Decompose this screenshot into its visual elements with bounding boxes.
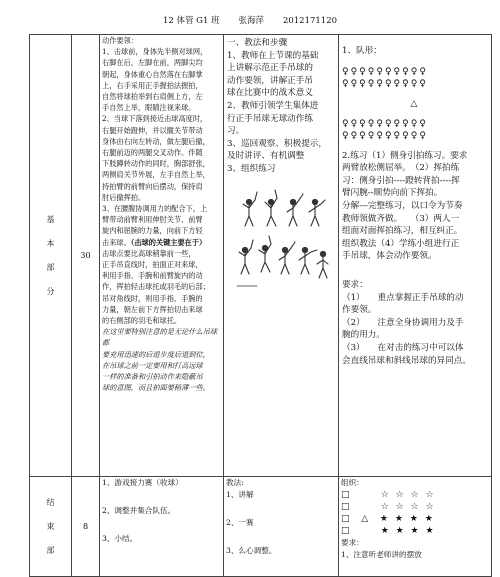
methods-line: 3、组织练习 (227, 163, 276, 174)
org-title: 1、队形： (342, 46, 382, 56)
content-line: 吊对角线时，则用手指、手腕的 (102, 293, 203, 303)
teacher-name: 张海萍 (238, 16, 265, 26)
note-line: 在吊球之前一定要用和打高远球 (102, 360, 203, 370)
ending-req-title: 要求： (341, 538, 364, 547)
methods-line: 球在比赛中的战术意义 (227, 88, 313, 99)
practice-line: 分解---完整练习，以口令为节奏 (342, 200, 463, 211)
note-line: 要充用迅速的后退步度后退到位， (102, 349, 210, 359)
content-line: 身体由右向左转动，做左腿后撤， (102, 136, 210, 146)
content-line: 右脚在后，左脚在前，两脚尖均 (102, 58, 203, 68)
content-line: 3、在腰腹协调用力的配合下，上 (102, 204, 208, 214)
practice-line: 教师领做齐做。 （3）两人一 (342, 213, 460, 224)
content-line: 的右侧部的羽毛和球托。 (102, 316, 182, 326)
basic-section-label: 基 本 部 分 (30, 35, 72, 477)
lesson-plan-table (29, 34, 492, 577)
methods-line: 2、教师引领学生集体进 (227, 100, 319, 111)
ending-section-row (30, 477, 492, 577)
content-line: 自然将球拍举到右肩侧上方，左 (102, 92, 203, 102)
requirement-line: 腕的用力。 (342, 330, 385, 341)
methods-line: 及时讲评、有机调整 (227, 151, 305, 162)
ending-formation-row: □ ☆ ☆ ☆ ☆ (341, 490, 436, 500)
requirements-title: 要求： (342, 279, 368, 290)
content-line: 2、当球下落到接近击球高度时， (102, 114, 208, 124)
content-line: 击球点要比高球稍靠前一些， (102, 248, 196, 258)
practice-line: 习：侧身引拍----蹬转背拍----挥 (342, 175, 460, 186)
basic-section-row (30, 35, 492, 477)
formation-row: ♀♀♀♀♀♀♀♀♀♀ (342, 66, 428, 77)
note-line: 在这里要特别注意的是无论什么吊球都 (102, 327, 218, 348)
content-line: 击来球。（击球的关键主要在于） (102, 237, 207, 247)
content-line: 持拍臂的前臂向后摆动，保持肩 (102, 181, 203, 191)
ending-req-line: 1、注意听老师讲的摆放 (341, 550, 422, 559)
requirement-line: （3） 在对击的练习中可以体 (342, 342, 464, 353)
ending-method-line: 2、一赛 (226, 518, 254, 527)
content-line: 上，右手采用正手握拍法握拍， (102, 80, 203, 90)
ending-methods-cell (224, 477, 339, 577)
content-line: 两侧肩关节外展，左手自然上举， (102, 170, 210, 180)
methods-line: 1、教师在上节课的基础 (227, 50, 319, 61)
methods-title: 一、教法和步骤 (227, 38, 288, 48)
key-point: （击球的关键主要在于） (130, 237, 207, 247)
content-line: 朝起，身体重心自然落在右脚掌 (102, 69, 203, 79)
ending-formation-row: □ ★ ★ ★ ★ (341, 526, 436, 536)
note-line: 球的意图，而且拍面要稍薄一些。 (102, 383, 210, 393)
methods-line: 动作要领，讲解正手吊 (227, 75, 313, 86)
note-line: 一样的准备和引拍动作来隐蔽吊 (102, 372, 203, 382)
ending-teacher-marker: △ (361, 514, 371, 524)
content-line: 右腿前迈的两腿交叉动作。伴随 (102, 148, 203, 158)
page-header (0, 14, 500, 26)
content-line: 肘后撤挥拍。 (102, 192, 146, 202)
practice-line: 臂闪腕--顺势向前下挥拍。 (342, 188, 443, 199)
formation-row: ♀♀♀♀♀♀♀♀♀♀ (342, 118, 428, 129)
course-code: 2012171120 (282, 16, 338, 26)
requirement-line: （2） 注意全身协调用力及手 (342, 317, 464, 328)
requirement-line: （1） 重点掌握正手吊球的动 (342, 292, 464, 303)
ending-method-line: 3、么心调整。 (226, 546, 277, 555)
practice-line: 组织教法（4）学练小组进行正 (342, 238, 460, 249)
content-line: 动作要领： (102, 36, 138, 45)
ending-section-label: 结 束 部 (30, 477, 72, 577)
ending-minutes: 8 (72, 477, 100, 577)
ending-line: 1、游戏接力赛（收球） (102, 478, 183, 487)
practice-line: 两臂放松侧屈举。 （2）挥拍练 (342, 163, 460, 174)
class-name: 12 体管 G1 班 (162, 16, 220, 26)
methods-line: 行正手吊球无球动作练 (227, 113, 313, 124)
practice-line: 手吊球，体会动作要领。 (342, 251, 437, 262)
content-line: 正手吊直线时，拍面正对来球， (102, 260, 203, 270)
formation-row: ♀♀♀♀♀♀♀♀♀♀ (342, 130, 428, 141)
content-line: 利用手指、手腕和前臂旋内的动 (102, 271, 203, 281)
ending-content-cell (100, 477, 224, 577)
ending-method-line: 1、讲解 (226, 490, 254, 499)
content-line: 右腿开始蹬伸，并以髋关节带动 (102, 125, 203, 135)
methods-line: 习。 (227, 126, 245, 137)
teacher-marker: △ (410, 98, 420, 109)
methods-line: 上讲解示范正手吊球的 (227, 63, 313, 74)
content-line: 旋内和屈腕的力量，向前下方轻 (102, 226, 203, 236)
basic-content-cell (100, 35, 224, 477)
ending-organization-cell (339, 477, 492, 577)
ending-org-title: 组织： (341, 478, 364, 487)
content-line: 力量，朝左前下方挥拍切击来球 (102, 304, 203, 314)
basic-minutes: 30 (72, 35, 100, 477)
content-line: 作，挥拍轻击球托或羽毛的后部； (102, 282, 210, 292)
requirement-line: 作要领。 (342, 305, 377, 316)
ending-formation-row: □ ☆ ☆ ☆ ☆ (341, 502, 436, 512)
basic-methods-cell (224, 35, 339, 477)
ending-line: 2、调整并集合队伍。 (102, 506, 176, 515)
basic-organization-cell (339, 35, 492, 477)
practice-line: 2.练习（1）侧身引拍练习。要求 (342, 150, 468, 161)
practice-line: 组面对面挥拍练习，相互纠正。 (342, 226, 463, 237)
content-line: 手自然上举，眼睛注视来球。 (102, 103, 196, 113)
requirement-line: 会直线吊球和斜线吊球的异同点。 (342, 355, 471, 366)
ending-formation-row: □ △ ★ ★ ★ ★ (341, 514, 435, 524)
content-line: 臂带动前臂利用伸肘关节、前臂 (102, 215, 203, 225)
content-line: 1、击球前，身体先半侧对球网， (102, 47, 208, 57)
ending-line: 3、小结。 (102, 534, 138, 543)
ending-methods-title: 教法: (226, 478, 244, 487)
badminton-stroke-figure (231, 182, 331, 302)
methods-line: 3、巡回观察、积极提示， (227, 138, 327, 149)
formation-row: ♀♀♀♀♀♀♀♀♀♀ (342, 78, 428, 89)
content-line: 下肢蹲转动作的同时，胸部舒张， (102, 159, 210, 169)
